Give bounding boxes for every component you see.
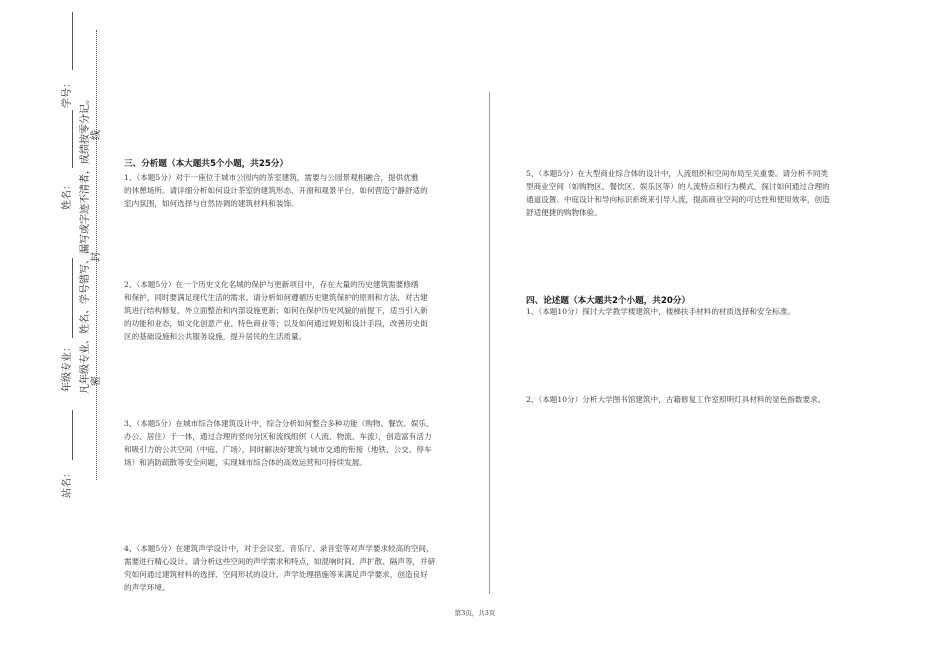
question-line: 型商业空间（如购物区、餐饮区、娱乐区等）的人流特点和行为模式，探讨如何通过合理的 [526, 182, 830, 191]
exam-site-line [72, 410, 73, 460]
question-line: 通道设置、中庭设计和导向标识系统来引导人流，提高商业空间的可达性和使用效率，创造 [526, 195, 830, 204]
question-3-3 [124, 417, 469, 469]
student-id-line [72, 12, 73, 70]
question-line: 和保护，同时要满足现代生活的需求。请分析如何遵循历史建筑保护的原则和方法，对古建 [124, 293, 428, 302]
question-line: 2、（本题5分）在一个历史文化名城的保护与更新项目中，存在大量的历史建筑需要修缮 [124, 280, 419, 289]
question-line: 2、（本题10分）分析大学图书馆建筑中，古籍修复工作室照明灯具材料的显色指数要求。 [526, 395, 826, 404]
seal-mark-feng: 封 [91, 252, 102, 262]
question-line: 1、（本题10分）探讨大学教学楼建筑中，楼梯扶手材料的材质选择和安全标准。 [526, 307, 795, 316]
student-id-label: 学号： [62, 78, 73, 108]
grade-major-label: 年级专业： [62, 342, 73, 392]
section4-title: 四、论述题（本大题共2个小题，共20分） [526, 296, 691, 306]
binding-margin [0, 0, 110, 672]
name-label: 姓名： [62, 180, 73, 210]
question-line: 1、（本题5分）对于一座位于城市公园内的茶室建筑，需要与公园景观相融合，提供优雅 [124, 173, 419, 182]
question-line: 办公、居住）于一体，通过合理的竖向分区和流线组织（人流、物流、车流），创造富有活力 [124, 432, 432, 441]
question-3-1 [124, 171, 469, 210]
name-line [72, 110, 73, 168]
question-line: 和吸引力的公共空间（中庭、广场），同时解决好建筑与城市交通的衔接（地铁、公交、停车 [124, 445, 432, 454]
question-3-2 [124, 278, 469, 343]
question-line: 的声学环境。 [124, 583, 170, 592]
seal-mark-mi: 密 [91, 376, 102, 386]
question-line: 的休憩场所。请详细分析如何设计茶室的建筑形态、开窗和观景平台，如何营造宁静舒适的 [124, 186, 428, 195]
column-divider [489, 92, 490, 594]
question-line: 4、（本题5分）在建筑声学设计中，对于会议室、音乐厅、录音室等对声学要求较高的空间， [124, 544, 434, 553]
question-3-4 [124, 542, 469, 594]
question-line: 区的基础设施和公共服务设施，提升居民的生活质量。 [124, 332, 307, 341]
seal-notice: 凡年级专业、姓名、学号错写、漏写或字迹不清者，成绩按零分记。 [80, 94, 91, 394]
question-4-1 [526, 305, 864, 318]
question-3-5 [526, 167, 864, 219]
question-line: 3、（本题5分）在城市综合体建筑设计中，综合分析如何整合多种功能（购物、餐饮、娱乐、 [124, 419, 434, 428]
seal-mark-xian: 线 [91, 130, 102, 140]
question-4-2 [526, 393, 864, 406]
grade-major-line [72, 258, 73, 338]
section3-title: 三、分析题（本大题共5个小题，共25分） [124, 159, 289, 169]
exam-site-label: 站名： [62, 468, 73, 498]
question-line: 筑进行结构修复、外立面整治和内部设施更新；如何在保护历史风貌的前提下，适当引入新 [124, 306, 428, 315]
question-line: 的功能和业态，如文化创意产业、特色商业等；以及如何通过规划和设计手段，改善历史街 [124, 319, 428, 328]
question-line: 舒适便捷的购物体验。 [526, 208, 602, 217]
question-line: 究如何通过建筑材料的选择、空间形状的设计、声学处理措施等来满足声学要求，创造良好 [124, 570, 428, 579]
question-line: 室内氛围，如何选择与自然协调的建筑材料和装饰。 [124, 199, 299, 208]
question-line: 5、（本题5分）在大型商业综合体的设计中，人流组织和空间布局至关重要。请分析不同类 [526, 169, 829, 178]
page-number: 第3页，共3页 [454, 609, 496, 617]
question-line: 场）和消防疏散等安全问题，实现城市综合体的高效运营和可持续发展。 [124, 458, 367, 467]
question-line: 需要进行精心设计。请分析这些空间的声学需求和特点，如混响时间、声扩散、隔声等，并研 [124, 557, 436, 566]
